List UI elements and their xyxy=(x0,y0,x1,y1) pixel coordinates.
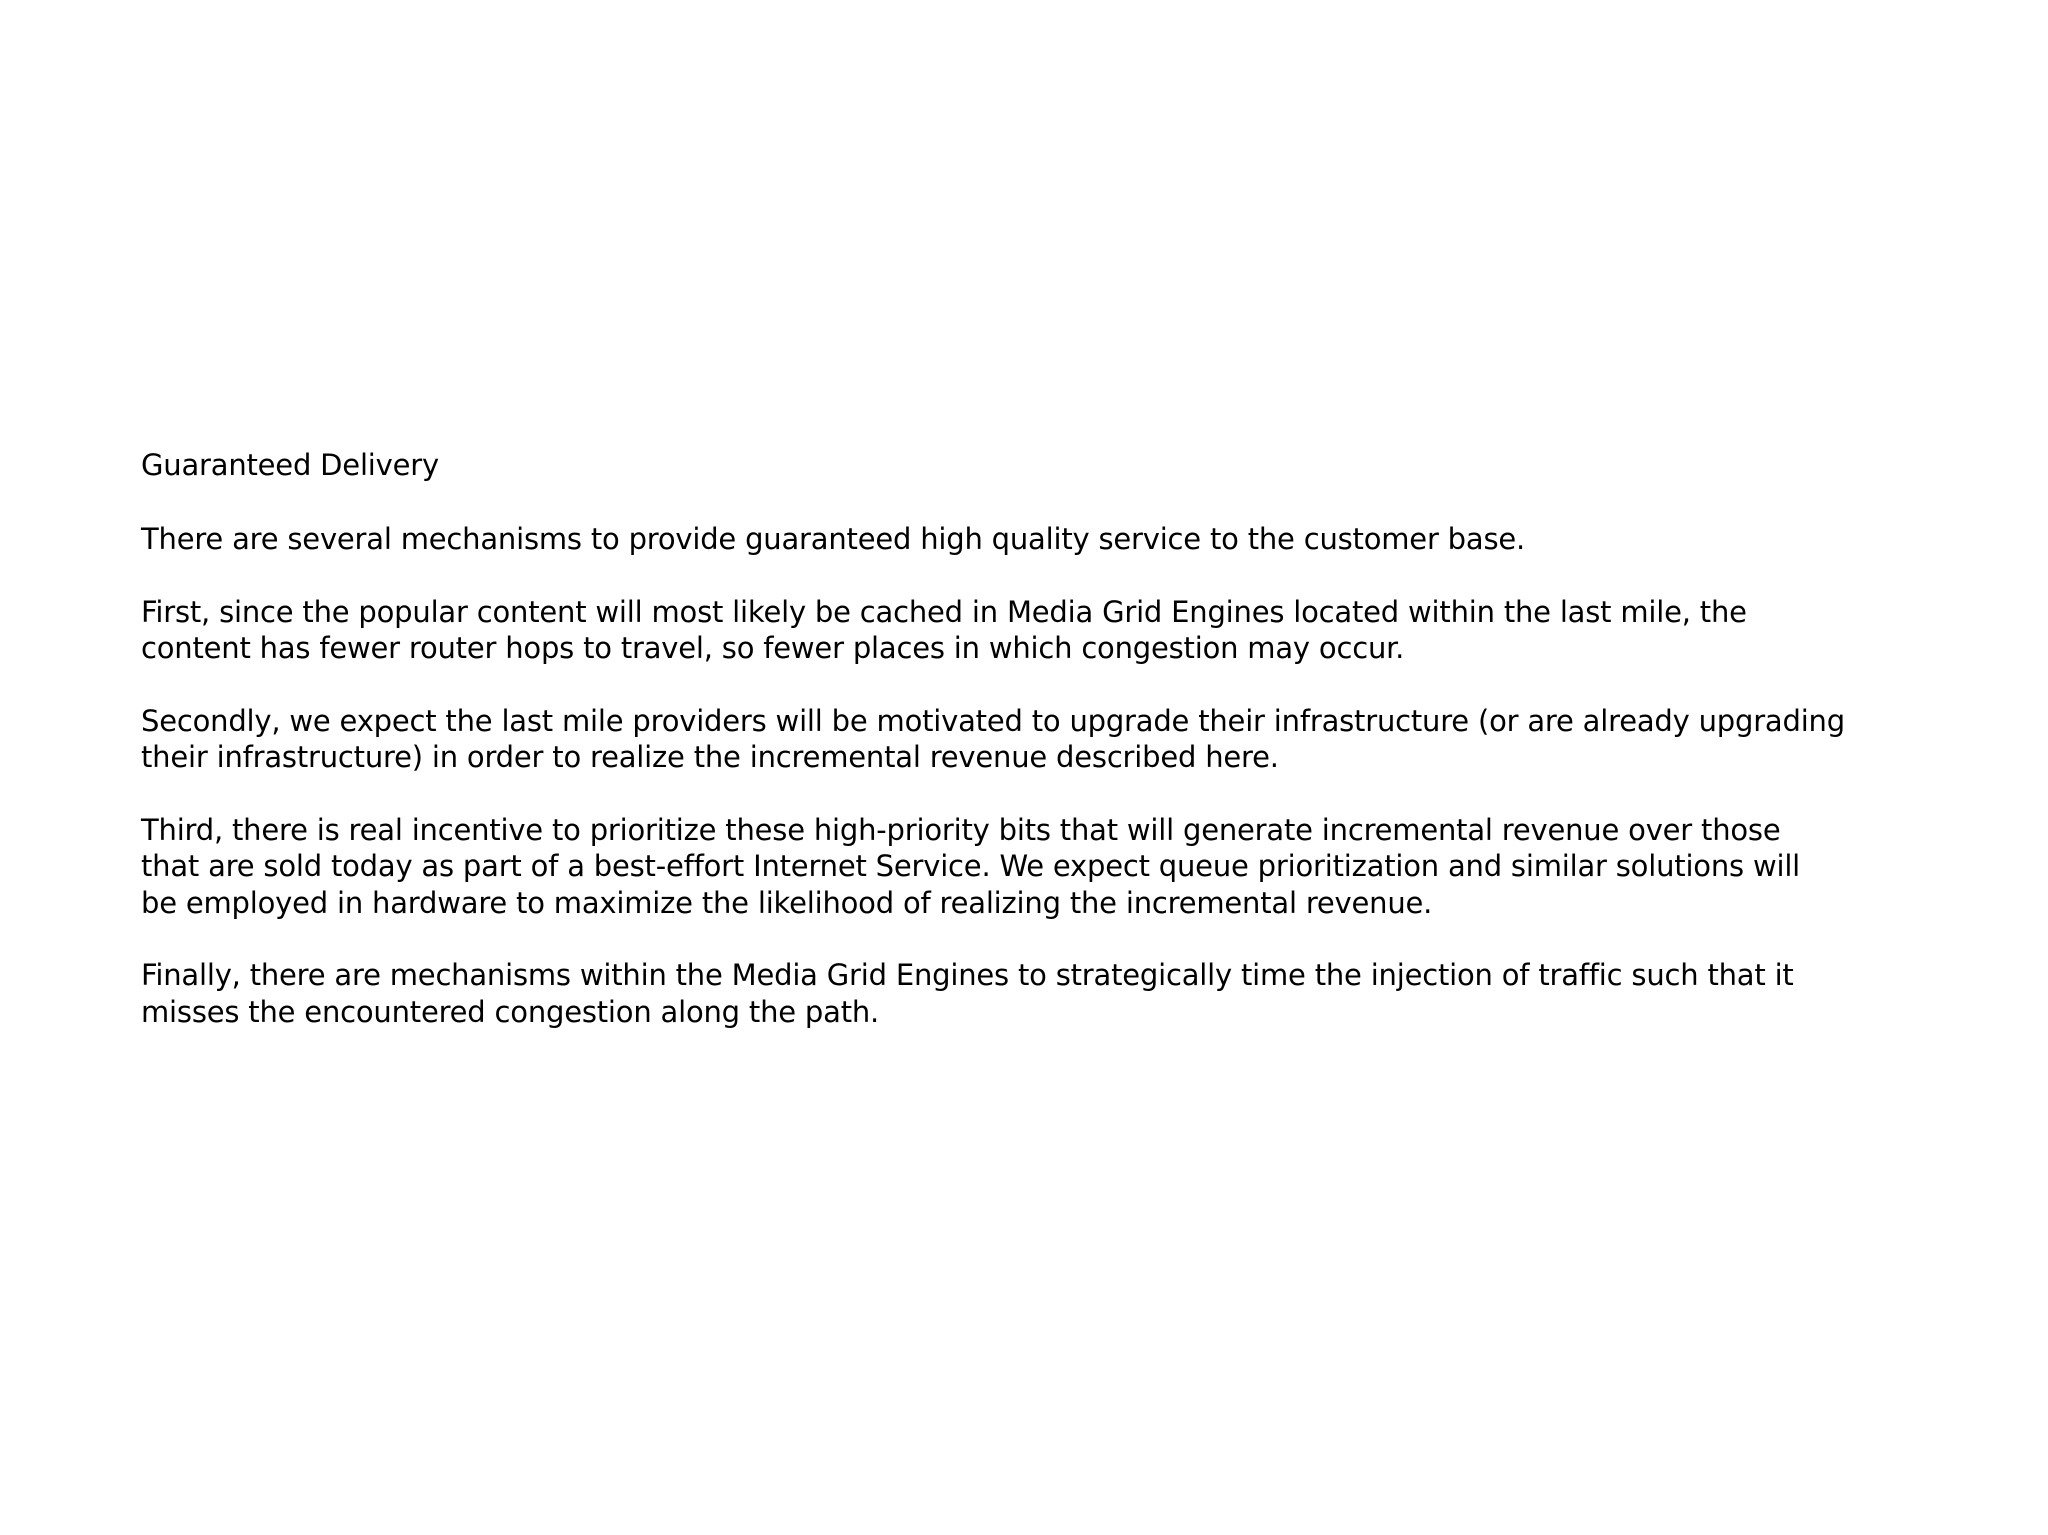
paragraph-line: be employed in hardware to maximize the likelihood of realizing the incremental revenue. xyxy=(141,885,1433,920)
paragraph-line: Third, there is real incentive to prioritize these high-priority bits that will generate incremental revenue over those xyxy=(141,812,1781,847)
paragraph-line: Finally, there are mechanisms within the Media Grid Engines to strategically time the injection of traffic such that it xyxy=(141,958,1794,992)
paragraph-line: that are sold today as part of a best-effort Internet Service. We expect queue prioritization and similar solutions will xyxy=(141,849,1801,883)
paragraph-line: content has fewer router hops to travel, so fewer places in which congestion may occur. xyxy=(141,631,1405,665)
document-title: Guaranteed Delivery xyxy=(141,448,439,482)
paragraph-line: There are several mechanisms to provide guaranteed high quality service to the customer base. xyxy=(141,522,1526,556)
paragraph-third xyxy=(141,812,1981,922)
paragraph-first xyxy=(141,594,1981,667)
paragraph-secondly xyxy=(141,703,1981,776)
paragraph-line: their infrastructure) in order to realize the incremental revenue described here. xyxy=(141,740,1279,774)
paragraph-line: First, since the popular content will most likely be cached in Media Grid Engines located within the last mile, the xyxy=(141,594,1747,629)
paragraph-finally xyxy=(141,957,1981,1030)
document-body xyxy=(141,447,1981,1066)
paragraph-intro xyxy=(141,521,1981,558)
paragraph-line: misses the encountered congestion along the path. xyxy=(141,994,880,1029)
paragraph-line: Secondly, we expect the last mile providers will be motivated to upgrade their infrastructure (or are already upgrading xyxy=(141,703,1845,738)
